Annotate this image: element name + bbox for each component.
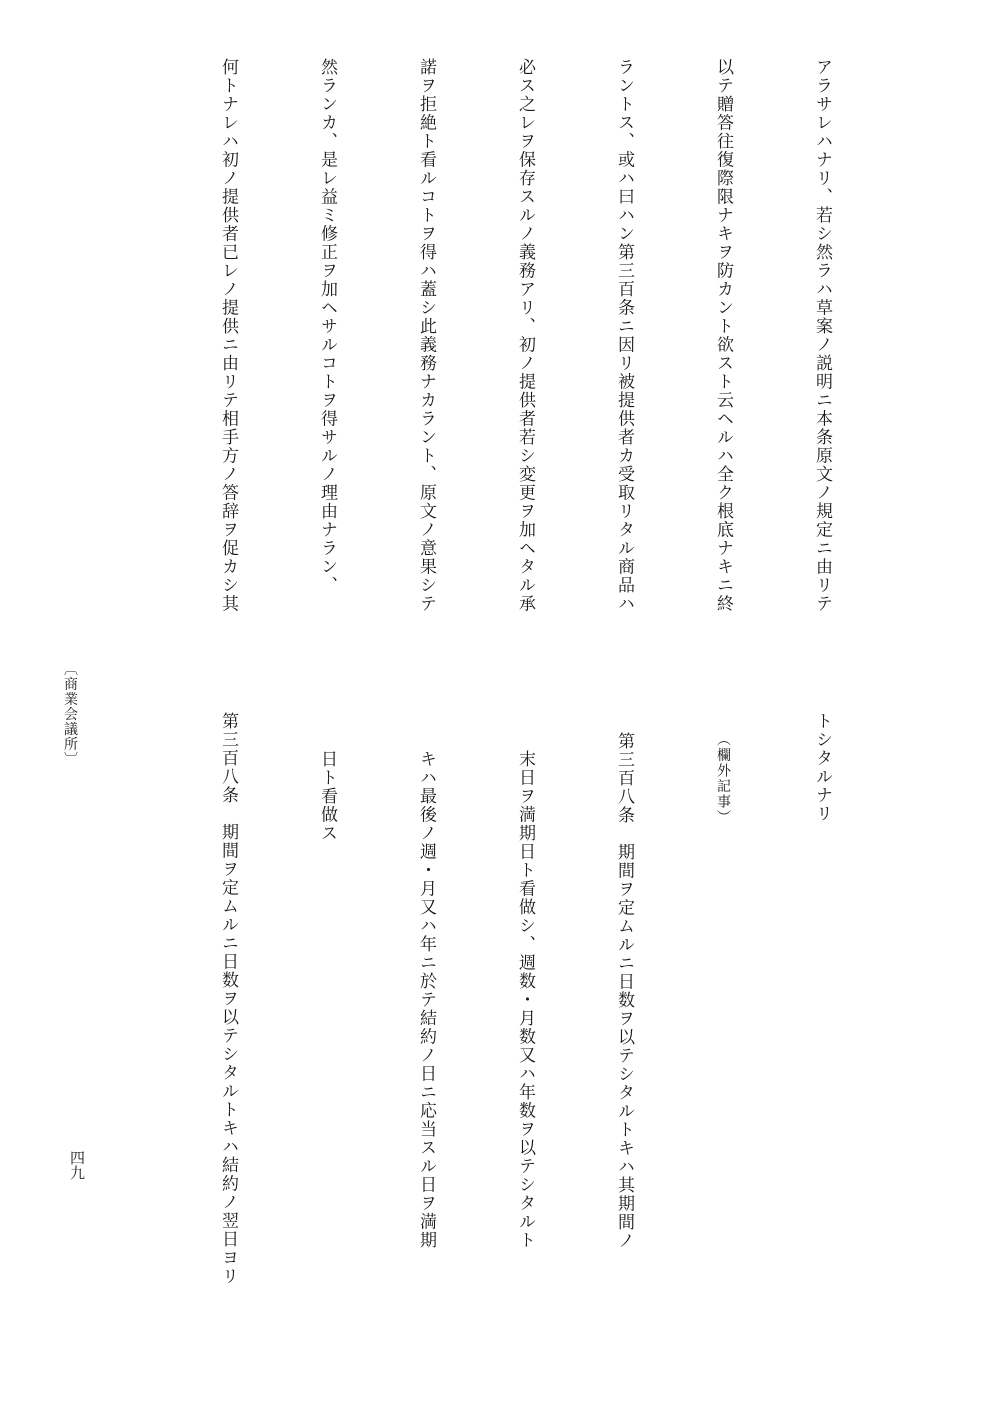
lower-text-block: [184, 712, 904, 1327]
text-line: トシタルナリ: [812, 712, 832, 823]
page-footer: [56, 640, 96, 960]
upper-text-block: [184, 58, 904, 643]
text-line: 末日ヲ満期日ト看做シ、週数・月数又ハ年数ヲ以テシタルト: [515, 750, 535, 1250]
text-line: ラントス、或ハ曰ハン第三百条ニ因リ被提供者カ受取リタル商品ハ: [614, 58, 634, 613]
text-line: キハ最後ノ週・月又ハ年ニ於テ結約ノ日ニ応当スル日ヲ満期: [416, 750, 436, 1250]
text-line: 以テ贈答往復際限ナキヲ防カント欲スト云ヘルハ全ク根底ナキニ終: [713, 58, 733, 613]
text-line: 何トナレハ初ノ提供者已レノ提供ニ由リテ相手方ノ答辞ヲ促カシ其: [218, 58, 238, 613]
article-revised: 第三百八条 期間ヲ定ムルニ日数ヲ以テシタルトキハ結約ノ翌日ヨリ: [218, 712, 238, 1286]
footer-spacer: [56, 662, 58, 692]
text-line: アラサレハナリ、若シ然ラハ草案ノ説明ニ本条原文ノ規定ニ由リテ: [812, 58, 832, 613]
footer-publisher-bracket: 〔商業会議所〕: [62, 661, 78, 767]
text-line: 必ス之レヲ保存スルノ義務アリ、初ノ提供者若シ変更ヲ加ヘタル承: [515, 58, 535, 613]
text-line: 日ト看做ス: [317, 750, 337, 843]
text-line: 然ランカ、是レ益ミ修正ヲ加ヘサルコトヲ得サルノ理由ナラン、: [317, 58, 337, 595]
article-original: 第三百八条 期間ヲ定ムルニ日数ヲ以テシタルトキハ其期間ノ: [614, 732, 634, 1250]
text-line: 諾ヲ拒絶ト看ルコトヲ得ハ蓋シ此義務ナカラント、原文ノ意果シテ: [416, 58, 436, 613]
page-number: 四九: [68, 1150, 86, 1180]
marginal-note-label: （欄外記事）: [715, 732, 731, 825]
